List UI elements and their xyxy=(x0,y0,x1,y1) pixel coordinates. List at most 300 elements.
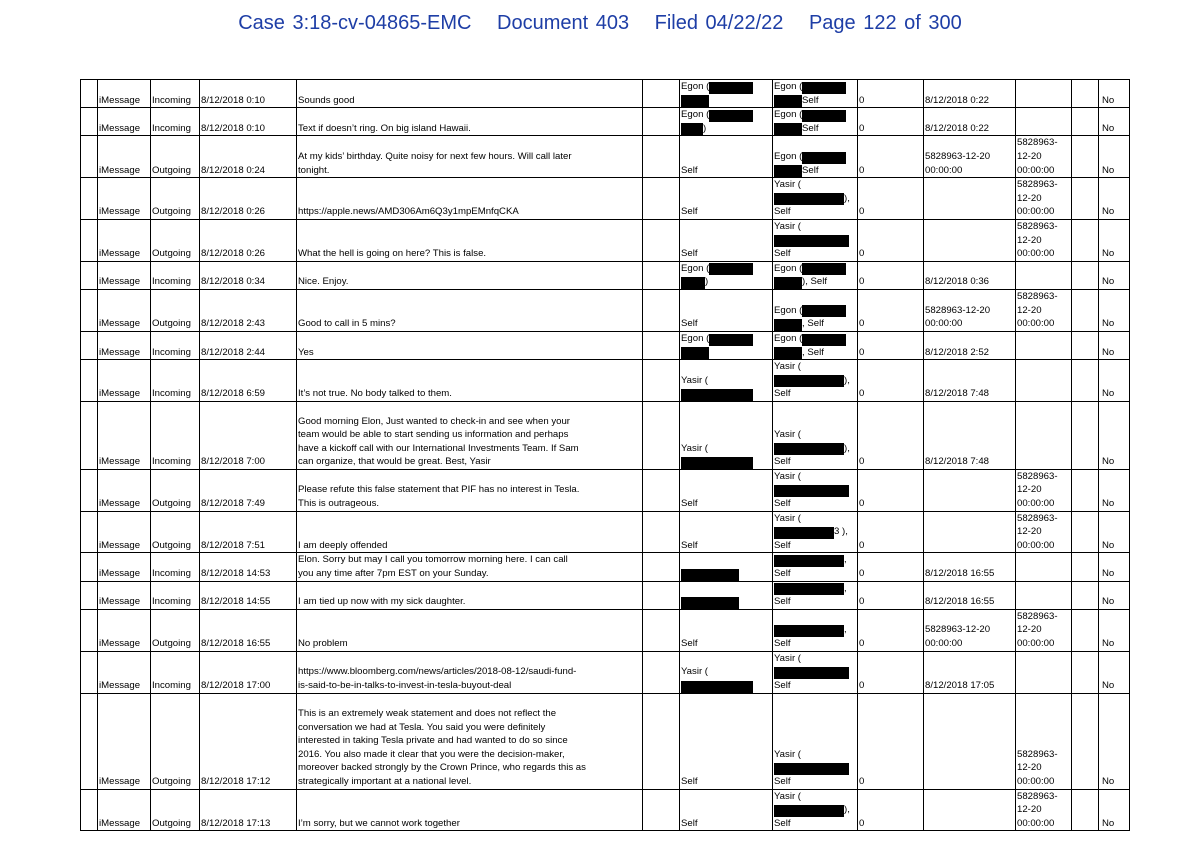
blank-cell xyxy=(81,609,98,651)
party-line xyxy=(774,317,856,331)
message-type: iMessage xyxy=(98,80,151,108)
party-line xyxy=(681,164,771,178)
party-line xyxy=(774,164,856,178)
timestamp: 8/12/2018 7:51 xyxy=(200,511,297,553)
party-line xyxy=(681,595,771,609)
party-text: Self xyxy=(774,776,791,787)
party-text: Yasir ( xyxy=(774,512,802,524)
table-row xyxy=(81,693,1130,789)
timestamp: 8/12/2018 14:53 xyxy=(200,553,297,581)
reference-line: 5828963- xyxy=(1017,220,1058,232)
direction: Incoming xyxy=(151,261,200,289)
party-line xyxy=(774,94,856,108)
message-body-line: Text if doesn’t ring. On big island Hawaii. xyxy=(298,122,471,134)
from-party xyxy=(680,651,773,693)
redaction-box xyxy=(802,305,846,317)
timestamp: 8/12/2018 0:34 xyxy=(200,261,297,289)
read-time xyxy=(924,136,1016,178)
read-time xyxy=(924,469,1016,511)
party-text: Egon ( xyxy=(681,262,710,274)
table-row xyxy=(81,80,1130,108)
redaction-box xyxy=(774,485,849,497)
reference-line: 12-20 xyxy=(1017,762,1042,774)
message-body-line: you any time after 7pm EST on your Sunday. xyxy=(298,568,489,580)
to-party xyxy=(773,360,858,402)
message-body-line: I am deeply offended xyxy=(298,539,388,551)
flag-no: No xyxy=(1099,789,1130,831)
reference-line: 12-20 xyxy=(1017,526,1042,538)
party-line xyxy=(774,332,856,346)
table-row xyxy=(81,401,1130,469)
message-body-line: interested in taking Tesla private and had wanted to do so since xyxy=(298,735,568,747)
message-type: iMessage xyxy=(98,331,151,359)
table-row xyxy=(81,289,1130,331)
reference-date xyxy=(1016,289,1072,331)
flag-no: No xyxy=(1099,360,1130,402)
filed-date: Filed 04/22/22 xyxy=(654,12,784,34)
message-body-line: moreover backed strongly by the Crown Prince, who regards this as xyxy=(298,762,586,774)
document-number: Document 403 xyxy=(497,12,630,34)
party-text: Self xyxy=(681,248,698,260)
blank-cell xyxy=(643,651,680,693)
party-line xyxy=(774,455,856,469)
read-time: 8/12/2018 16:55 xyxy=(924,553,1016,581)
reference-line: 00:00:00 xyxy=(1017,817,1055,829)
reference-line: 5828963- xyxy=(1017,179,1058,191)
party-line xyxy=(774,679,856,693)
party-line xyxy=(774,360,856,374)
message-body xyxy=(297,108,643,136)
party-text: Egon ( xyxy=(681,81,710,92)
party-line xyxy=(681,80,771,94)
reference-line: 12-20 xyxy=(1017,304,1042,316)
message-body-line: is-said-to-be-in-talks-to-invest-in-tesla-buyout-deal xyxy=(298,680,512,691)
reference-line: 12-20 xyxy=(1017,192,1042,204)
redaction-box xyxy=(709,334,753,346)
message-body-line: I’m sorry, but we cannot work together xyxy=(298,817,460,829)
message-body xyxy=(297,331,643,359)
table-row xyxy=(81,553,1130,581)
message-body-line: This is an extremely weak statement and does not reflect the xyxy=(298,708,557,720)
table-row xyxy=(81,360,1130,402)
blank-cell xyxy=(1072,581,1099,609)
flag-no: No xyxy=(1099,331,1130,359)
message-type: iMessage xyxy=(98,289,151,331)
redaction-box xyxy=(681,597,739,609)
reference-date xyxy=(1016,581,1072,609)
from-party xyxy=(680,581,773,609)
table-row xyxy=(81,581,1130,609)
read-time xyxy=(924,693,1016,789)
blank-cell xyxy=(1072,651,1099,693)
party-line xyxy=(774,539,856,553)
party-text: ) xyxy=(703,122,707,134)
redaction-box xyxy=(681,95,709,107)
message-body-line: It’s not true. No body talked to them. xyxy=(298,388,452,400)
page-number: Page 122 of 300 xyxy=(808,12,962,34)
party-text: , Self xyxy=(802,318,824,330)
party-text: Egon ( xyxy=(681,332,710,344)
direction: Incoming xyxy=(151,581,200,609)
party-text: Self xyxy=(774,388,791,400)
party-text: Yasir ( xyxy=(681,666,709,678)
message-body-line: Yes xyxy=(298,346,314,358)
party-text: ) xyxy=(705,276,709,288)
party-text: Self xyxy=(774,539,791,551)
party-line xyxy=(681,317,771,331)
party-text: Yasir ( xyxy=(774,748,802,760)
message-body-line: Nice. Enjoy. xyxy=(298,276,349,288)
redaction-box xyxy=(802,82,846,94)
table-row xyxy=(81,178,1130,220)
redaction-box xyxy=(681,389,753,401)
message-type: iMessage xyxy=(98,651,151,693)
message-type: iMessage xyxy=(98,511,151,553)
party-text: Self xyxy=(681,539,698,551)
party-text: Self xyxy=(681,318,698,330)
from-party xyxy=(680,289,773,331)
message-body-line: Elon. Sorry but may I call you tomorrow morning here. I can call xyxy=(298,554,568,566)
flag-no: No xyxy=(1099,693,1130,789)
message-type: iMessage xyxy=(98,261,151,289)
direction: Incoming xyxy=(151,553,200,581)
party-line xyxy=(774,80,856,94)
party-text: Self xyxy=(681,164,698,176)
reference-line: 12-20 xyxy=(1017,624,1042,636)
blank-cell xyxy=(643,331,680,359)
reference-line: 5828963- xyxy=(1017,470,1058,482)
zero-value: 0 xyxy=(858,261,924,289)
party-text: Yasir ( xyxy=(774,220,802,232)
timestamp: 8/12/2018 16:55 xyxy=(200,609,297,651)
from-party xyxy=(680,136,773,178)
reference-line: 00:00:00 xyxy=(1017,248,1055,260)
zero-value: 0 xyxy=(858,108,924,136)
flag-no: No xyxy=(1099,553,1130,581)
party-text: Self xyxy=(774,206,791,218)
message-type: iMessage xyxy=(98,360,151,402)
party-text: , xyxy=(844,582,847,594)
read-time xyxy=(924,219,1016,261)
to-party xyxy=(773,178,858,220)
reference-date xyxy=(1016,789,1072,831)
blank-cell xyxy=(81,289,98,331)
blank-cell xyxy=(1072,553,1099,581)
party-line xyxy=(774,665,856,679)
redaction-box xyxy=(774,667,849,679)
reference-date xyxy=(1016,136,1072,178)
timestamp: 8/12/2018 0:26 xyxy=(200,219,297,261)
to-party xyxy=(773,609,858,651)
party-text: , Self xyxy=(802,346,824,358)
zero-value: 0 xyxy=(858,511,924,553)
party-line xyxy=(774,346,856,360)
read-time: 8/12/2018 0:22 xyxy=(924,108,1016,136)
direction: Outgoing xyxy=(151,178,200,220)
read-time: 8/12/2018 0:22 xyxy=(924,80,1016,108)
from-party xyxy=(680,609,773,651)
read-time xyxy=(924,511,1016,553)
message-type: iMessage xyxy=(98,693,151,789)
flag-no: No xyxy=(1099,80,1130,108)
read-time-line: 5828963-12-20 xyxy=(925,304,991,316)
read-time-line: 00:00:00 xyxy=(925,164,963,176)
reference-date xyxy=(1016,360,1072,402)
blank-cell xyxy=(1072,789,1099,831)
party-text: ), xyxy=(844,804,850,816)
page-header xyxy=(0,12,1200,35)
message-body xyxy=(297,289,643,331)
redaction-box xyxy=(709,82,753,94)
blank-cell xyxy=(81,401,98,469)
case-number: Case 3:18-cv-04865-EMC xyxy=(238,12,472,34)
redaction-box xyxy=(774,319,802,331)
read-time xyxy=(924,289,1016,331)
reference-line: 00:00:00 xyxy=(1017,776,1055,787)
party-line xyxy=(774,192,856,206)
party-line xyxy=(681,346,771,360)
party-text: Egon ( xyxy=(774,332,803,344)
party-text: Self xyxy=(681,498,698,510)
message-body xyxy=(297,609,643,651)
read-time: 8/12/2018 0:36 xyxy=(924,261,1016,289)
timestamp: 8/12/2018 0:10 xyxy=(200,80,297,108)
redaction-box xyxy=(774,805,844,817)
message-body-line: strategically important at a national level. xyxy=(298,776,472,787)
direction: Outgoing xyxy=(151,511,200,553)
timestamp: 8/12/2018 14:55 xyxy=(200,581,297,609)
zero-value: 0 xyxy=(858,80,924,108)
redaction-box xyxy=(774,165,802,177)
reference-line: 12-20 xyxy=(1017,150,1042,162)
party-text: ), xyxy=(844,374,850,386)
reference-line: 00:00:00 xyxy=(1017,206,1055,218)
message-body xyxy=(297,360,643,402)
blank-cell xyxy=(1072,401,1099,469)
direction: Incoming xyxy=(151,331,200,359)
blank-cell xyxy=(81,219,98,261)
party-text: Egon ( xyxy=(774,109,803,121)
message-body-line: At my kids’ birthday. Quite noisy for next few hours. Will call later xyxy=(298,150,572,162)
reference-line: 5828963- xyxy=(1017,790,1058,802)
zero-value: 0 xyxy=(858,289,924,331)
redaction-box xyxy=(774,95,802,107)
party-text: Yasir ( xyxy=(681,442,709,454)
message-body xyxy=(297,553,643,581)
read-time-line: 00:00:00 xyxy=(925,638,963,649)
table-row xyxy=(81,789,1130,831)
party-line xyxy=(774,178,856,192)
zero-value: 0 xyxy=(858,469,924,511)
party-line xyxy=(681,497,771,511)
table-row xyxy=(81,511,1130,553)
direction: Incoming xyxy=(151,401,200,469)
redaction-box xyxy=(709,263,753,275)
redaction-box xyxy=(681,277,705,289)
from-party xyxy=(680,789,773,831)
reference-date xyxy=(1016,469,1072,511)
blank-cell xyxy=(1072,178,1099,220)
read-time: 8/12/2018 2:52 xyxy=(924,331,1016,359)
blank-cell xyxy=(643,219,680,261)
party-line xyxy=(774,275,856,289)
party-line xyxy=(774,122,856,136)
message-body-line: What the hell is going on here? This is false. xyxy=(298,248,487,260)
blank-cell xyxy=(1072,331,1099,359)
message-body-line: Good morning Elon, Just wanted to check-in and see when your xyxy=(298,415,570,427)
party-line xyxy=(774,304,856,318)
message-body xyxy=(297,651,643,693)
party-line xyxy=(681,247,771,261)
redaction-box xyxy=(774,625,844,637)
reference-date xyxy=(1016,331,1072,359)
message-body xyxy=(297,80,643,108)
zero-value: 0 xyxy=(858,178,924,220)
party-text: Yasir ( xyxy=(774,179,802,191)
reference-line: 00:00:00 xyxy=(1017,318,1055,330)
party-line xyxy=(681,817,771,831)
redaction-box xyxy=(774,527,834,539)
from-party xyxy=(680,108,773,136)
party-line xyxy=(774,595,856,609)
blank-cell xyxy=(81,651,98,693)
party-text: Self xyxy=(802,164,819,176)
blank-cell xyxy=(643,261,680,289)
direction: Outgoing xyxy=(151,693,200,789)
party-line xyxy=(681,205,771,219)
blank-cell xyxy=(81,136,98,178)
blank-cell xyxy=(81,581,98,609)
redaction-box xyxy=(681,457,753,469)
zero-value: 0 xyxy=(858,789,924,831)
message-body-line: conversation we had at Tesla. You said you were definitely xyxy=(298,721,546,733)
party-text: 3 ), xyxy=(834,526,848,538)
read-time: 8/12/2018 17:05 xyxy=(924,651,1016,693)
zero-value: 0 xyxy=(858,331,924,359)
reference-line: 5828963- xyxy=(1017,137,1058,149)
party-line xyxy=(774,525,856,539)
message-body-line: Please refute this false statement that PIF has no interest in Tesla. xyxy=(298,484,580,496)
redaction-box xyxy=(681,681,753,693)
blank-cell xyxy=(81,108,98,136)
party-line xyxy=(774,582,856,596)
flag-no: No xyxy=(1099,219,1130,261)
blank-cell xyxy=(1072,108,1099,136)
timestamp: 8/12/2018 2:44 xyxy=(200,331,297,359)
message-body-line: 2016. You also made it clear that you were the decision-maker, xyxy=(298,748,565,760)
timestamp: 8/12/2018 0:24 xyxy=(200,136,297,178)
party-text: Yasir ( xyxy=(774,790,802,802)
table-row xyxy=(81,219,1130,261)
party-text: Yasir ( xyxy=(774,470,802,482)
message-body xyxy=(297,219,643,261)
redaction-box xyxy=(774,583,844,595)
party-line xyxy=(774,220,856,234)
blank-cell xyxy=(643,581,680,609)
from-party xyxy=(680,511,773,553)
blank-cell xyxy=(1072,469,1099,511)
zero-value: 0 xyxy=(858,401,924,469)
flag-no: No xyxy=(1099,136,1130,178)
flag-no: No xyxy=(1099,651,1130,693)
reference-line: 12-20 xyxy=(1017,234,1042,246)
redaction-box xyxy=(774,193,844,205)
party-line xyxy=(681,665,771,679)
party-line xyxy=(774,483,856,497)
message-body xyxy=(297,136,643,178)
message-body-line: https://www.bloomberg.com/news/articles/2018-08-12/saudi-fund- xyxy=(298,666,577,678)
party-text: Self xyxy=(681,638,698,649)
read-time-line: 00:00:00 xyxy=(925,318,963,330)
zero-value: 0 xyxy=(858,581,924,609)
table-row xyxy=(81,651,1130,693)
redaction-box xyxy=(802,152,846,164)
reference-line: 00:00:00 xyxy=(1017,539,1055,551)
redaction-box xyxy=(774,277,802,289)
party-text: Yasir ( xyxy=(774,652,802,664)
read-time: 8/12/2018 7:48 xyxy=(924,360,1016,402)
blank-cell xyxy=(643,360,680,402)
redaction-box xyxy=(774,235,849,247)
party-line xyxy=(681,539,771,553)
direction: Outgoing xyxy=(151,289,200,331)
from-party xyxy=(680,553,773,581)
table-row xyxy=(81,136,1130,178)
to-party xyxy=(773,693,858,789)
party-text: Self xyxy=(681,206,698,218)
reference-date xyxy=(1016,553,1072,581)
reference-line: 12-20 xyxy=(1017,804,1042,816)
table-row xyxy=(81,609,1130,651)
party-text: Egon ( xyxy=(774,150,803,162)
to-party xyxy=(773,108,858,136)
party-line xyxy=(774,470,856,484)
zero-value: 0 xyxy=(858,651,924,693)
to-party xyxy=(773,289,858,331)
timestamp: 8/12/2018 0:26 xyxy=(200,178,297,220)
party-line xyxy=(774,567,856,581)
party-line xyxy=(774,205,856,219)
timestamp: 8/12/2018 6:59 xyxy=(200,360,297,402)
blank-cell xyxy=(1072,511,1099,553)
read-time: 8/12/2018 7:48 xyxy=(924,401,1016,469)
blank-cell xyxy=(81,469,98,511)
party-text: , xyxy=(844,554,847,566)
blank-cell xyxy=(643,553,680,581)
redaction-box xyxy=(774,123,802,135)
to-party xyxy=(773,469,858,511)
redaction-box xyxy=(774,555,844,567)
blank-cell xyxy=(81,360,98,402)
to-party xyxy=(773,651,858,693)
blank-cell xyxy=(643,469,680,511)
to-party xyxy=(773,261,858,289)
party-line xyxy=(774,803,856,817)
blank-cell xyxy=(643,693,680,789)
party-text: Self xyxy=(774,248,791,260)
redaction-box xyxy=(802,334,846,346)
party-line xyxy=(774,553,856,567)
message-body xyxy=(297,261,643,289)
party-line xyxy=(681,108,771,122)
party-line xyxy=(681,442,771,456)
party-text: Yasir ( xyxy=(681,374,709,386)
blank-cell xyxy=(81,178,98,220)
flag-no: No xyxy=(1099,401,1130,469)
blank-cell xyxy=(643,789,680,831)
to-party xyxy=(773,136,858,178)
message-body-line: I am tied up now with my sick daughter. xyxy=(298,596,466,608)
